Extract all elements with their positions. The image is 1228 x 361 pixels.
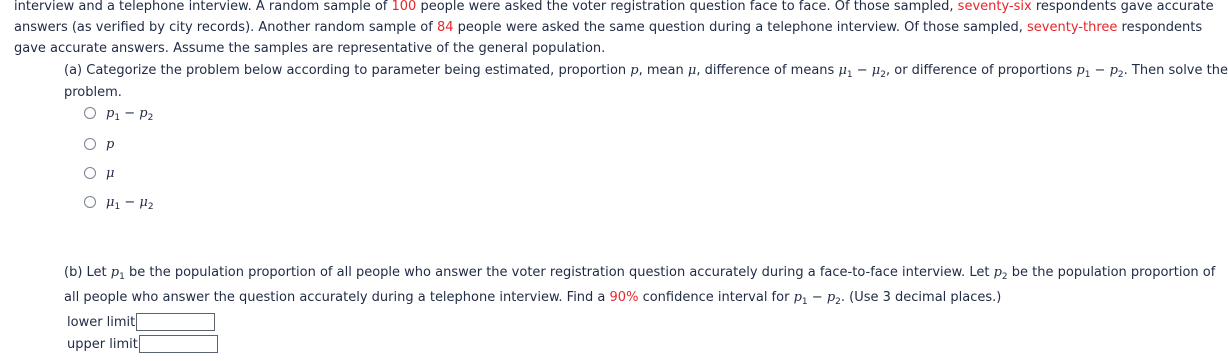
lower-limit-row (67, 312, 215, 332)
problem-intro (14, 0, 1214, 59)
intro-text: people were asked the same question during a telephone interview. Of those sampled, (453, 20, 1028, 35)
question-text: be the population proportion of all people who answer the voter registration question accurately during a face-to-face interview. Let (124, 265, 994, 280)
intro-text: people were asked the voter registration question face to face. Of those sampled, (416, 0, 958, 14)
question-text: . (Use 3 decimal places.) (840, 290, 1002, 305)
part-a-question (64, 60, 1228, 104)
part-b-question (64, 262, 1216, 309)
intro-line-2 (14, 17, 1203, 38)
radio-button[interactable] (84, 138, 96, 150)
question-text: (a) Categorize the problem below according to parameter being estimated, proportion (64, 63, 631, 78)
option-label: $p_1 - p_2$ (106, 105, 154, 123)
intro-line-1 (14, 0, 1214, 17)
option-label: μ (106, 165, 115, 181)
intro-text: respondents gave accurate (1031, 0, 1214, 14)
option-p[interactable] (84, 136, 114, 152)
upper-limit-input[interactable] (139, 335, 218, 353)
sample-size-2: 84 (436, 20, 454, 35)
symbol-mu: μ (687, 63, 697, 78)
option-label: $\mu_1 - \mu_2$ (106, 194, 154, 212)
upper-limit-row (67, 334, 218, 354)
part-b-line-1 (64, 262, 1216, 284)
radio-button[interactable] (84, 107, 96, 119)
question-text: confidence interval for (638, 290, 794, 305)
intro-text: respondents (1117, 20, 1203, 35)
part-a-line-1 (64, 60, 1228, 82)
intro-text: interview and a telephone interview. A random sample of (14, 0, 392, 14)
upper-limit-label: upper limit (67, 336, 138, 352)
part-a-line-2: problem. (64, 85, 122, 100)
question-text: (b) Let (64, 265, 111, 280)
question-text: be the population proportion of (1007, 265, 1216, 280)
symbol-p1-minus-p2: $p_1 - p_2$ (793, 290, 841, 307)
symbol-p1: $p_1$ (110, 265, 125, 282)
radio-button[interactable] (84, 167, 96, 179)
question-text: , or difference of proportions (885, 63, 1077, 78)
sample-size-1: 100 (391, 0, 417, 14)
symbol-p1-minus-p2: $p_1 - p_2$ (1076, 63, 1124, 80)
successes-2: seventy-three (1027, 20, 1118, 35)
intro-line-3: gave accurate answers. Assume the samples are representative of the general population. (14, 41, 606, 56)
question-text: , mean (638, 63, 688, 78)
symbol-p: p (630, 63, 639, 78)
option-label: p (106, 136, 115, 152)
question-text: , difference of means (696, 63, 839, 78)
confidence-level: 90% (609, 290, 639, 305)
symbol-mu1-minus-mu2: $\mu_1 - \mu_2$ (838, 63, 886, 80)
lower-limit-label: lower limit (67, 314, 136, 330)
option-p1-minus-p2[interactable] (84, 105, 153, 121)
option-mu1-minus-mu2[interactable] (84, 194, 154, 210)
radio-button[interactable] (84, 196, 96, 208)
intro-text: answers (as verified by city records). Another random sample of (14, 20, 437, 35)
question-text: all people who answer the question accurately during a telephone interview. Find a (64, 290, 610, 305)
part-b-line-2 (64, 287, 1200, 309)
option-mu[interactable] (84, 165, 114, 181)
question-text: . Then solve the (1123, 63, 1228, 78)
symbol-p2: $p_2$ (993, 265, 1008, 282)
successes-1: seventy-six (957, 0, 1032, 14)
lower-limit-input[interactable] (136, 313, 215, 331)
